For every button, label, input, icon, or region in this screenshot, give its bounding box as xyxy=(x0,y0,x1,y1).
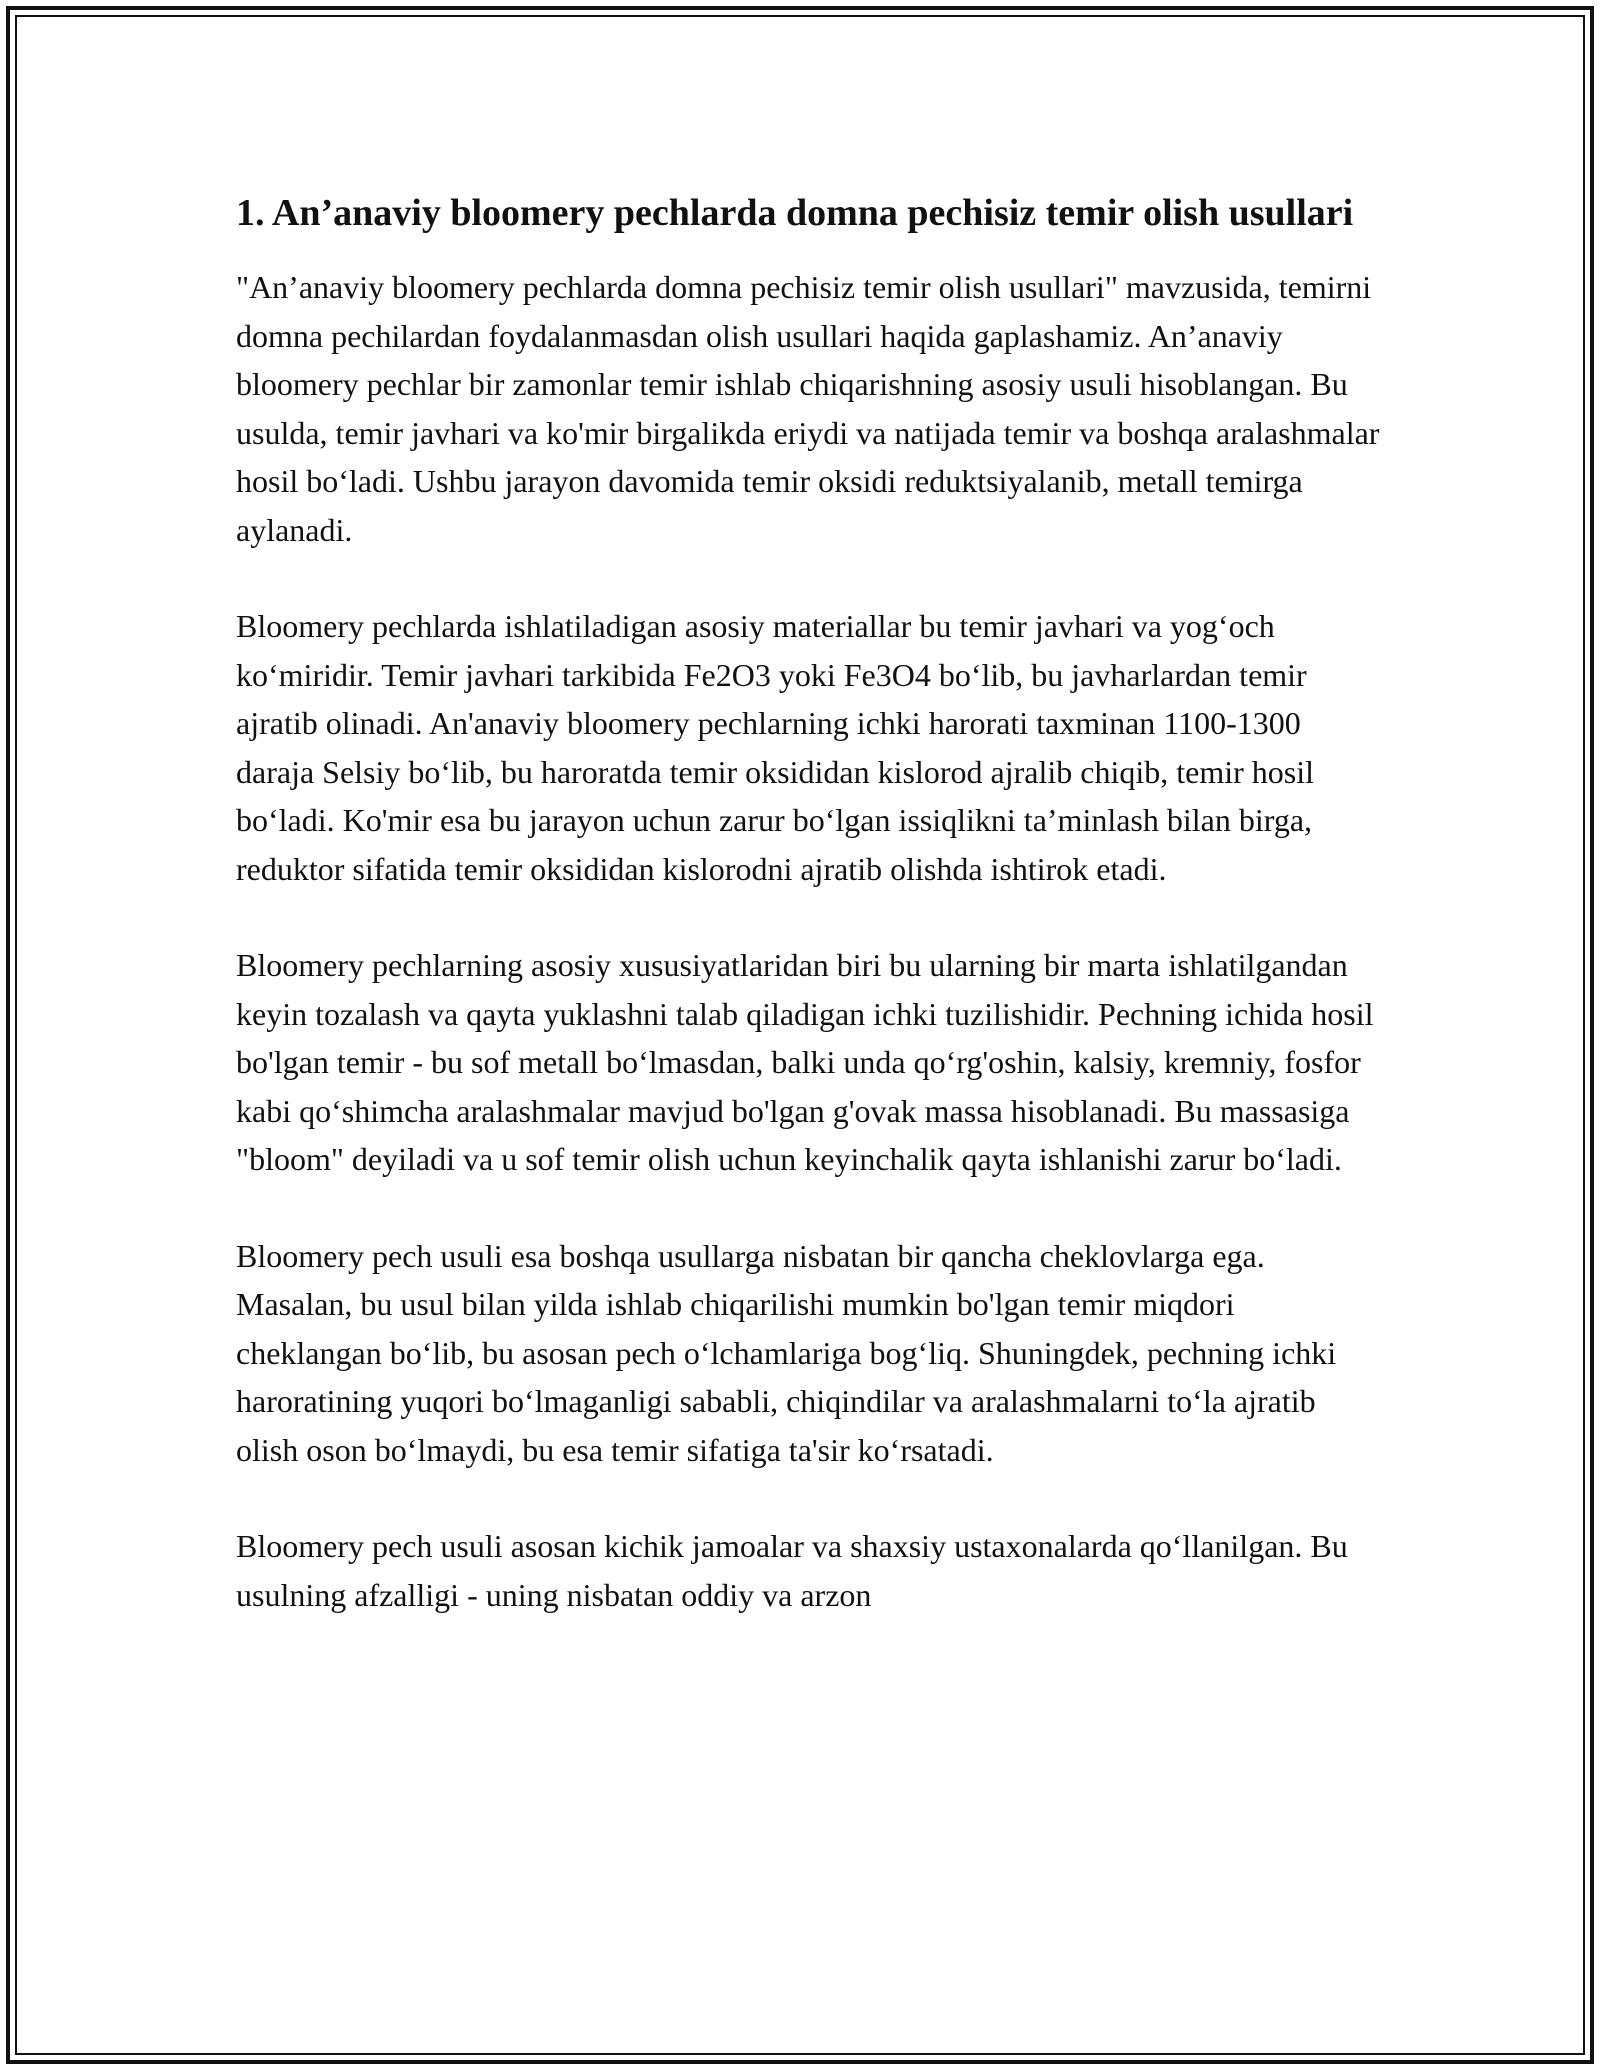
paragraph-usage: Bloomery pech usuli asosan kichik jamoalar va shaxsiy ustaxonalarda qo‘llanilgan. Bu usulning afzalligi - uning nisbatan oddiy va arzon xyxy=(236,1528,1348,1613)
paragraph-limitations: Bloomery pech usuli esa boshqa usullarga nisbatan bir qancha cheklovlarga ega. Masalan, bu usul bilan yilda ishlab chiqarilishi mumkin bo'lgan temir miqdori cheklangan bo‘lib, bu asosan pech o‘lchamlariga bog‘liq. Shuningdek, pechning ichki haroratining yuqori bo‘lmaganligi sababli, chiqindilar va aralashmalarni to‘la ajratib olish oson bo‘lmaydi, bu esa temir sifatiga ta'sir ko‘rsatadi. xyxy=(236,1237,1337,1468)
section-heading: 1. An’anaviy bloomery pechlarda domna pechisiz temir olish usullari xyxy=(236,192,1354,234)
paragraph-features: Bloomery pechlarning asosiy xususiyatlaridan biri bu ularning bir marta ishlatilgandan keyin tozalash va qayta yuklashni talab qiladigan ichki tuzilishidir. Pechning ichida hosil bo'lgan temir - bu sof metall bo‘lmasdan, balki unda qo‘rg'oshin, kalsiy, kremniy, fosfor kabi qo‘shimcha aralashmalar mavjud bo'lgan g'ovak massa hisoblanadi. Bu massasiga "bloom" deyiladi va u sof temir olish uchun keyinchalik qayta ishlanishi zarur bo‘ladi. xyxy=(236,947,1374,1177)
document-body xyxy=(236,186,1381,1667)
paragraph-materials: Bloomery pechlarda ishlatiladigan asosiy materiallar bu temir javhari va yog‘och ko‘miridir. Temir javhari tarkibida Fe2O3 yoki Fe3O4 bo‘lib, bu javharlardan temir ajratib olinadi. An'anaviy bloomery pechlarning ichki harorati taxminan 1100-1300 daraja Selsiy bo‘lib, bu haroratda temir oksididan kislorod ajralib chiqib, temir hosil bo‘ladi. Ko'mir esa bu jarayon uchun zarur bo‘lgan issiqlikni ta’minlash bilan birga, reduktor sifatida temir oksididan kislorodni ajratib olishda ishtirok etadi. xyxy=(236,608,1314,887)
paragraph-intro: "An’anaviy bloomery pechlarda domna pechisiz temir olish usullari" mavzusida, temirni domna pechilardan foydalanmasdan olish usullari haqida gaplashamiz. An’anaviy bloomery pechlar bir zamonlar temir ishlab chiqarishning asosiy usuli hisoblangan. Bu usulda, temir javhari va ko'mir birgalikda eriydi va natijada temir va boshqa aralashmalar hosil bo‘ladi. Ushbu jarayon davomida temir oksidi reduktsiyalanib, metall temirga aylanadi. xyxy=(236,269,1380,548)
